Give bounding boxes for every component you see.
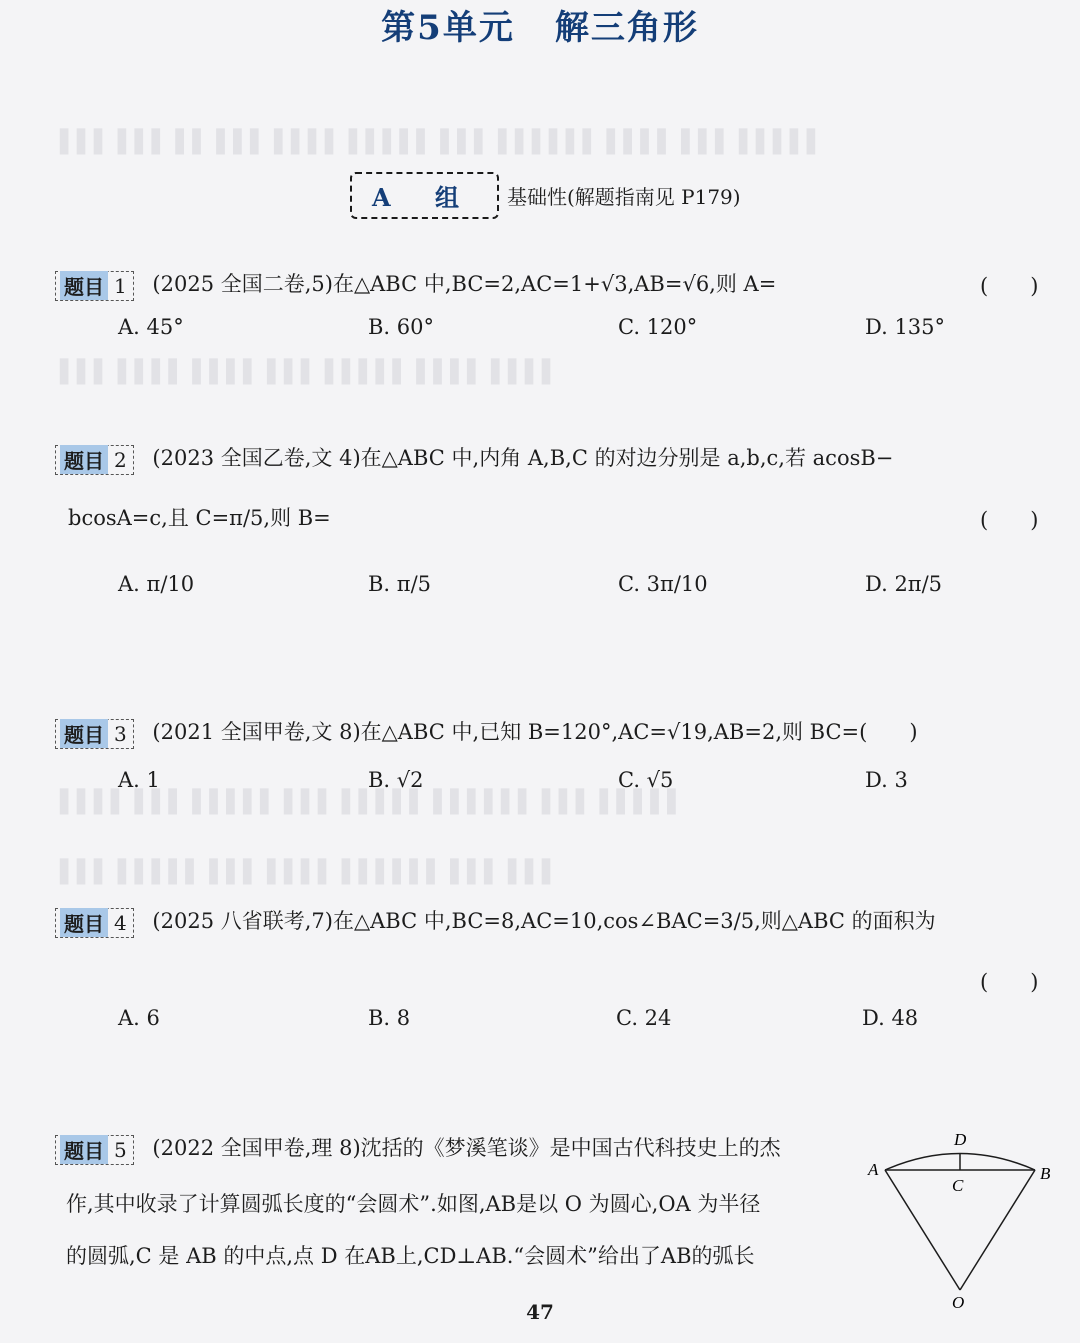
- option-a: A. π/10: [118, 572, 195, 596]
- question-tag: 题目 1: [55, 271, 134, 301]
- unit-title: [0, 0, 1080, 49]
- answer-parens: ( ): [980, 274, 1039, 298]
- answer-parens: ( ): [980, 970, 1039, 994]
- option-b: B. √2: [368, 768, 424, 792]
- bleed-through-text: ▌▌▌ ▌▌▌▌ ▌▌▌▌ ▌▌▌ ▌▌▌▌▌ ▌▌▌▌ ▌▌▌▌: [60, 360, 559, 385]
- segment-oa: [885, 1170, 960, 1290]
- question-source: (2022 全国甲卷,理 8): [152, 1136, 361, 1160]
- segment-ob: [960, 1170, 1035, 1290]
- question-source: (2023 全国乙卷,文 4): [152, 446, 361, 470]
- question-text: 在△ABC 中,已知 B=120°,AC=√19,AB=2,则 BC=( ): [360, 720, 918, 744]
- point-label-d: D: [954, 1130, 967, 1149]
- question-source: (2021 全国甲卷,文 8): [152, 720, 361, 744]
- group-label: A 组: [350, 172, 499, 219]
- point-label-a: A: [868, 1160, 879, 1179]
- option-b: B. 60°: [368, 315, 435, 339]
- group-note: 基础性(解题指南见 P179): [506, 184, 741, 209]
- question-2-stem: [55, 442, 893, 475]
- group-heading: [350, 170, 741, 220]
- option-d: D. 48: [862, 1006, 919, 1030]
- option-d: D. 2π/5: [865, 572, 943, 596]
- question-4-stem: [55, 905, 936, 938]
- question-text: 在△ABC 中,BC=2,AC=1+√3,AB=√6,则 A=: [332, 272, 777, 296]
- question-5-stem-line3: 的圆弧,C 是 AB 的中点,点 D 在AB上,CD⊥AB.“会圆术”给出了AB的弧长: [66, 1244, 755, 1268]
- option-d: D. 3: [865, 768, 908, 792]
- question-text: 沈括的《梦溪笔谈》是中国古代科技史上的杰: [360, 1136, 781, 1160]
- question-tag: 题目 4: [55, 908, 134, 938]
- question-source: (2025 全国二卷,5): [152, 272, 333, 296]
- option-c: C. √5: [618, 768, 674, 792]
- question-3-stem: [55, 716, 918, 749]
- unit-number: 第5单元: [381, 8, 515, 48]
- circle-arc-figure: [860, 1125, 1060, 1315]
- point-label-o: O: [952, 1293, 965, 1312]
- page-number: 47: [526, 1300, 554, 1324]
- point-label-b: B: [1040, 1164, 1051, 1183]
- question-2-stem-line2: bcosA=c,且 C=π/5,则 B=: [68, 506, 331, 530]
- question-tag: 题目 3: [55, 719, 134, 749]
- answer-parens: ( ): [980, 508, 1039, 532]
- question-source: (2025 八省联考,7): [152, 909, 333, 933]
- bleed-through-text: ▌▌▌▌ ▌▌▌ ▌▌▌▌▌ ▌▌▌ ▌▌▌▌▌ ▌▌▌▌▌▌ ▌▌▌ ▌▌▌▌▌: [60, 790, 685, 815]
- question-tag: 题目 5: [55, 1135, 134, 1165]
- option-c: C. 120°: [618, 315, 698, 339]
- option-a: A. 1: [118, 768, 160, 792]
- option-c: C. 24: [616, 1006, 672, 1030]
- question-5-stem-line2: 作,其中收录了计算圆弧长度的“会圆术”.如图,AB是以 O 为圆心,OA 为半径: [66, 1192, 761, 1216]
- question-5-stem: [55, 1132, 781, 1165]
- question-text: 在△ABC 中,内角 A,B,C 的对边分别是 a,b,c,若 acosB−: [360, 446, 894, 470]
- question-tag: 题目 2: [55, 445, 134, 475]
- bleed-through-text: ▌▌▌ ▌▌▌▌▌ ▌▌▌ ▌▌▌▌ ▌▌▌▌▌▌ ▌▌▌ ▌▌▌: [60, 860, 559, 885]
- unit-name: 解三角形: [554, 8, 699, 48]
- option-b: B. π/5: [368, 572, 432, 596]
- point-label-c: C: [952, 1176, 964, 1195]
- question-text: 在△ABC 中,BC=8,AC=10,cos∠BAC=3/5,则△ABC 的面积为: [332, 909, 936, 933]
- option-b: B. 8: [368, 1006, 411, 1030]
- option-a: A. 6: [118, 1006, 160, 1030]
- option-a: A. 45°: [118, 315, 184, 339]
- question-1-stem: [55, 268, 776, 301]
- bleed-through-text: ▌▌▌ ▌▌▌ ▌▌ ▌▌▌ ▌▌▌▌ ▌▌▌▌▌ ▌▌▌ ▌▌▌▌▌▌ ▌▌▌▌ ▌▌▌ ▌▌▌▌▌: [60, 130, 824, 155]
- option-c: C. 3π/10: [618, 572, 708, 596]
- option-d: D. 135°: [865, 315, 946, 339]
